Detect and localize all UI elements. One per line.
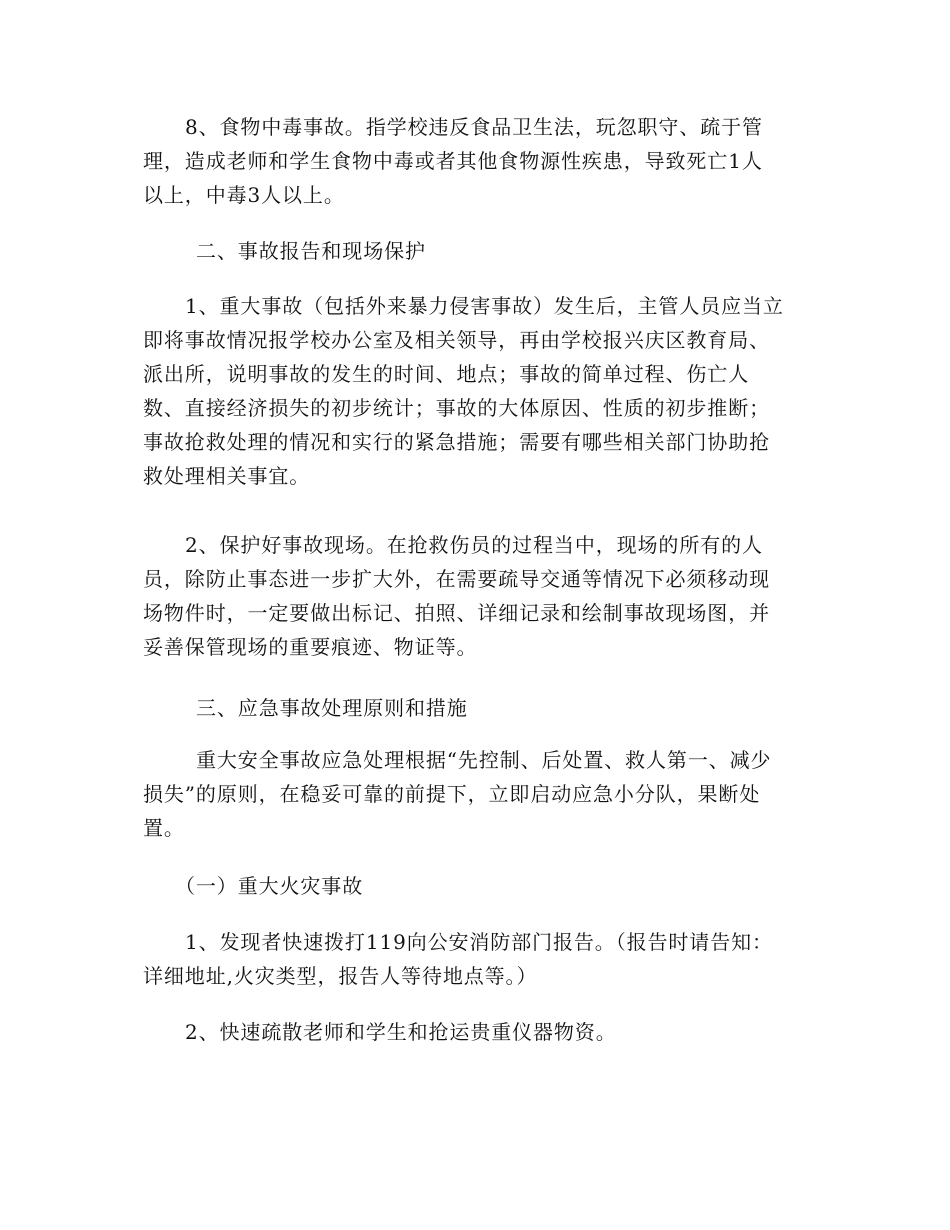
text-line: 即将事故情况报学校办公室及相关领导，再由学校报兴庆区教育局、 [143, 328, 770, 352]
text-line: 详细地址,火灾类型，报告人等待地点等。） [143, 964, 538, 988]
paragraph-fire-evacuate [143, 1015, 823, 1049]
text-line: 救处理相关事宜。 [143, 464, 311, 488]
section-heading-principles [143, 691, 823, 725]
heading-text: （一）重大火灾事故 [175, 874, 364, 898]
text-line: 理，造成老师和学生食物中毒或者其他食物源性疾患，导致死亡1人 [143, 149, 763, 173]
paragraph-fire-report [143, 925, 823, 993]
text-line: 2、快速疏散老师和学生和抢运贵重仪器物资。 [185, 1020, 617, 1044]
paragraph-food-poisoning [143, 110, 823, 212]
text-line: 数、直接经济损失的初步统计；事故的大体原因、性质的初步推断； [143, 396, 770, 420]
text-line: 派出所，说明事故的发生的时间、地点；事故的简单过程、伤亡人 [143, 362, 750, 386]
text-line: 场物件时，一定要做出标记、拍照、详细记录和绘制事故现场图，并 [143, 601, 770, 625]
text-line: 置。 [143, 816, 185, 840]
text-line: 2、保护好事故现场。在抢救伤员的过程当中，现场的所有的人 [185, 533, 763, 557]
text-line: 1、重大事故（包括外来暴力侵害事故）发生后，主管人员应当立 [185, 294, 784, 318]
paragraph-principles [143, 743, 823, 845]
text-line: 损失”的原则，在稳妥可靠的前提下，立即启动应急小分队，果断处 [143, 782, 761, 806]
text-line: 事故抢救处理的情况和实行的紧急措施；需要有哪些相关部门协助抢 [143, 430, 770, 454]
text-line: 员，除防止事态进一步扩大外，在需要疏导交通等情况下必须移动现 [143, 567, 770, 591]
heading-text: 二、事故报告和现场保护 [196, 239, 426, 263]
heading-text: 三、应急事故处理原则和措施 [196, 696, 468, 720]
text-line: 妥善保管现场的重要痕迹、物证等。 [143, 635, 478, 659]
text-line: 重大安全事故应急处理根据“先控制、后处置、救人第一、减少 [196, 748, 772, 772]
text-line: 8、食物中毒事故。指学校违反食品卫生法，玩忽职守、疏于管 [185, 115, 763, 139]
section-heading-report [143, 234, 823, 268]
text-line: 1、发现者快速拨打119向公安消防部门报告。（报告时请告知： [185, 930, 773, 954]
subheading-fire [143, 869, 823, 903]
paragraph-major-accident [143, 289, 823, 493]
text-line: 以上，中毒3人以上。 [143, 183, 345, 207]
paragraph-protect-scene [143, 528, 823, 664]
